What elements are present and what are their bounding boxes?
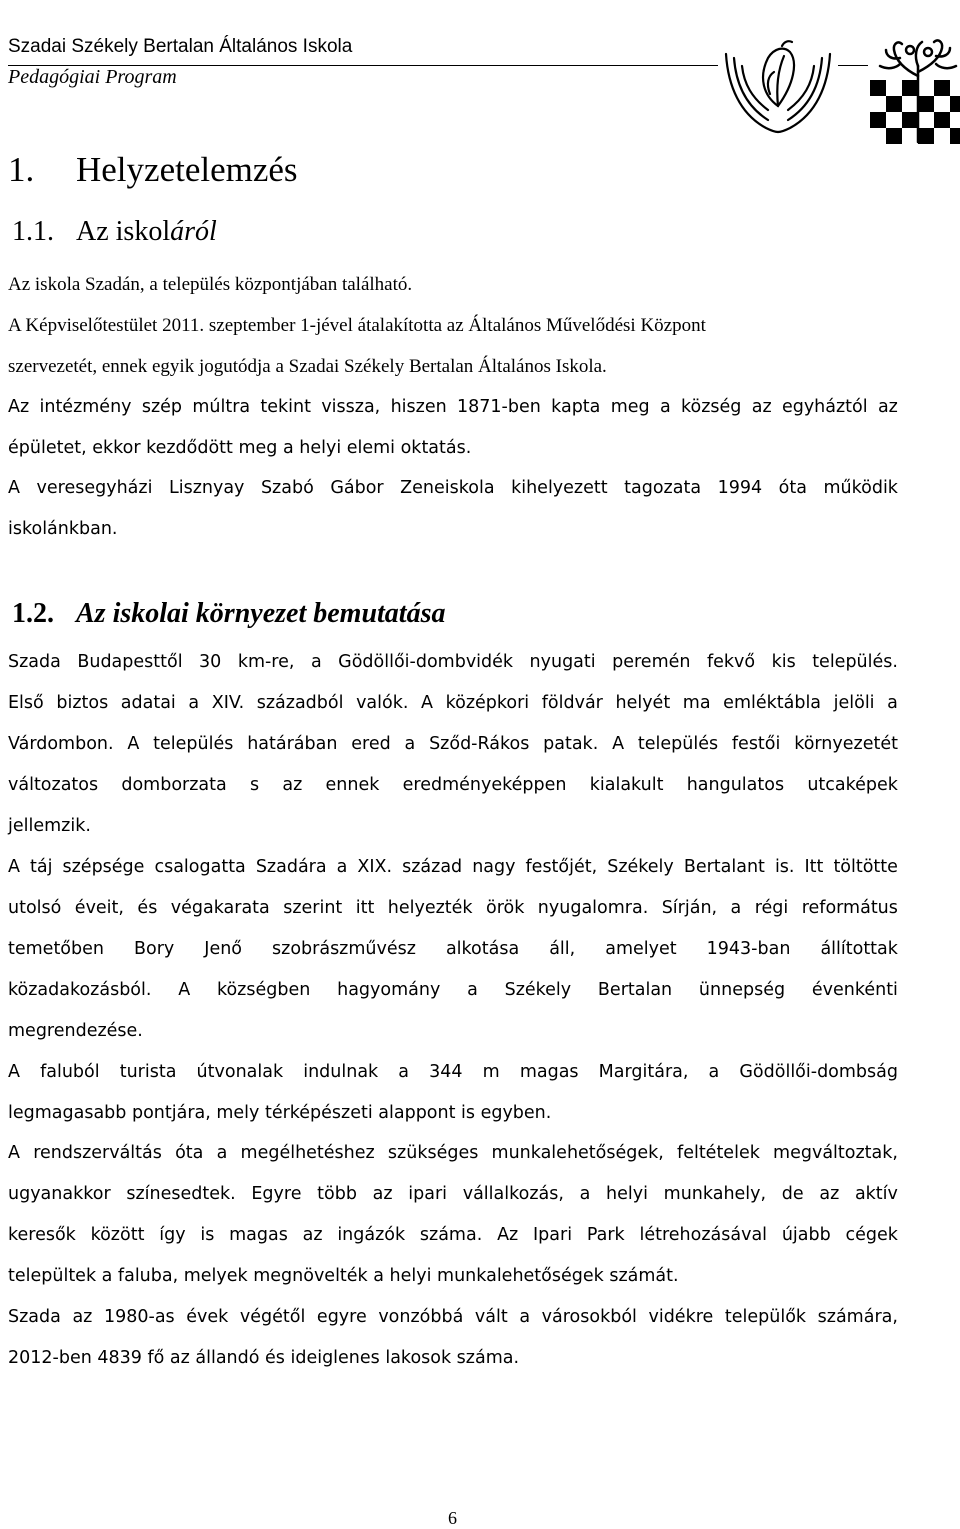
word: ipari	[408, 1184, 448, 1204]
word: vált	[474, 1307, 508, 1327]
word: óta	[778, 478, 807, 498]
word: vonzóbbá	[378, 1307, 464, 1327]
word: Zeneiskola	[400, 478, 495, 498]
hands-leaf-logo-icon	[718, 36, 838, 146]
word: ered	[351, 734, 391, 754]
word: települők	[724, 1307, 807, 1327]
word: magas	[519, 1062, 579, 1082]
word: megélhetéshez	[240, 1143, 375, 1163]
word: a	[188, 693, 200, 713]
word: az	[302, 1225, 323, 1245]
word: az	[819, 1184, 840, 1204]
text-line-justified	[8, 724, 898, 765]
word: vissza,	[321, 397, 381, 417]
paragraph	[8, 1133, 898, 1297]
word: számára,	[817, 1307, 898, 1327]
word: A	[421, 693, 434, 713]
text-line: jellemzik.	[8, 816, 91, 836]
word: vidékre	[648, 1307, 714, 1327]
document-title: Pedagógiai Program	[8, 66, 177, 88]
text-line-justified	[8, 1174, 898, 1215]
word: feltételek	[677, 1143, 760, 1163]
section-title: Helyzetelemzés	[76, 150, 298, 189]
word: szerint	[283, 898, 343, 918]
section-title-part: Az iskol	[76, 216, 171, 247]
word: községben	[216, 980, 311, 1000]
text-line-justified	[8, 847, 898, 888]
word: utcaképek	[807, 775, 898, 795]
word: 344	[429, 1062, 463, 1082]
word: is.	[774, 857, 795, 877]
word: múltra	[192, 397, 251, 417]
word: A	[127, 734, 140, 754]
word: Az	[8, 397, 30, 417]
text-line: épületet, ekkor kezdődött meg a helyi elemi oktatás.	[8, 438, 472, 458]
word: település.	[812, 652, 898, 672]
word: Budapesttől	[77, 652, 183, 672]
word: az	[877, 397, 898, 417]
word: földvár	[541, 693, 603, 713]
word: régi	[754, 898, 789, 918]
word: a	[336, 857, 348, 877]
text-line-justified	[8, 929, 898, 970]
word: m	[482, 1062, 500, 1082]
text-line: megrendezése.	[8, 1021, 143, 1041]
word: környezetét	[794, 734, 898, 754]
word: ma	[682, 693, 711, 713]
word: az	[72, 1307, 93, 1327]
word: állítottak	[820, 939, 898, 959]
word: 1871-ben	[457, 397, 541, 417]
word: szép	[141, 397, 183, 417]
word: Székely	[504, 980, 572, 1000]
word: Gödöllői-dombság	[739, 1062, 898, 1082]
section-heading-1-1	[12, 216, 217, 248]
header-rule-short	[838, 65, 868, 66]
word: domborzata	[121, 775, 227, 795]
word: Ipari	[533, 1225, 573, 1245]
word: A	[8, 1062, 20, 1082]
text-line-justified	[8, 1052, 898, 1093]
word: századból	[256, 693, 344, 713]
word: Jenő	[204, 939, 243, 959]
text-line-justified	[8, 1297, 898, 1338]
word: több	[317, 1184, 357, 1204]
word: ünnepség	[698, 980, 786, 1000]
word: közadakozásból.	[8, 980, 152, 1000]
word: kialakult	[589, 775, 664, 795]
word: 1994	[717, 478, 763, 498]
paragraph	[8, 264, 898, 305]
word: valók.	[356, 693, 409, 713]
word: a	[216, 1143, 228, 1163]
word: ugyanakkor	[8, 1184, 111, 1204]
word: patak.	[543, 734, 599, 754]
word: a	[398, 1062, 410, 1082]
word: színesedtek.	[126, 1184, 236, 1204]
word: létrehozásával	[639, 1225, 768, 1245]
text-line: települtek a faluba, melyek megnövelték a helyi munkalehetőségek számát.	[8, 1266, 679, 1286]
word: Bertalant	[683, 857, 765, 877]
text-line: Az iskola Szadán, a település központjában található.	[8, 274, 413, 295]
word: meg	[610, 397, 650, 417]
word: városokból	[541, 1307, 637, 1327]
word: évek	[186, 1307, 229, 1327]
word: Bory	[134, 939, 175, 959]
paragraph	[8, 847, 898, 1052]
word: Sírján,	[661, 898, 718, 918]
word: cégek	[845, 1225, 898, 1245]
word: ingázók	[337, 1225, 406, 1245]
word: hagyomány	[337, 980, 441, 1000]
word: végétől	[239, 1307, 306, 1327]
word: középkori	[445, 693, 530, 713]
word: és	[137, 898, 158, 918]
word: csalogatta	[154, 857, 246, 877]
word: intézmény	[39, 397, 132, 417]
text-line-justified	[8, 1215, 898, 1256]
word: Székely	[607, 857, 674, 877]
word: helyét	[615, 693, 671, 713]
word: száma.	[419, 1225, 483, 1245]
word: változatos	[8, 775, 99, 795]
word: kapta	[551, 397, 601, 417]
word: 1980-as	[103, 1307, 175, 1327]
word: munkahely,	[663, 1184, 767, 1204]
paragraph	[8, 642, 898, 847]
word: Lisznyay	[168, 478, 245, 498]
word: festőjét,	[525, 857, 598, 877]
word: század	[402, 857, 463, 877]
word: áll,	[549, 939, 576, 959]
word: a	[404, 734, 416, 754]
word: amelyet	[605, 939, 677, 959]
word: adatai	[120, 693, 176, 713]
word: nyugati	[529, 652, 596, 672]
word: a	[519, 1307, 531, 1327]
text-line-justified	[8, 468, 898, 509]
section-heading-1	[8, 150, 298, 190]
section-number: 1.2.	[12, 598, 54, 629]
word: temetőben	[8, 939, 104, 959]
text-line-justified	[8, 683, 898, 724]
word: tagozata	[624, 478, 702, 498]
word: szépsége	[62, 857, 145, 877]
word: végakarata	[170, 898, 270, 918]
word: utolsó	[8, 898, 62, 918]
word: biztos	[56, 693, 109, 713]
word: hiszen	[390, 397, 447, 417]
word: tekint	[260, 397, 311, 417]
word: veresegyházi	[36, 478, 153, 498]
word: határában	[247, 734, 338, 754]
paragraph	[8, 305, 898, 387]
word: peremén	[612, 652, 691, 672]
word: a	[730, 898, 742, 918]
word: töltötte	[833, 857, 898, 877]
word: Első	[8, 693, 44, 713]
word: eredményeképpen	[402, 775, 567, 795]
word: Szadára	[255, 857, 327, 877]
word: Egyre	[251, 1184, 302, 1204]
word: s	[249, 775, 260, 795]
word: Margitára,	[598, 1062, 689, 1082]
word: óta	[175, 1143, 204, 1163]
word: a	[310, 652, 322, 672]
word: Itt	[804, 857, 824, 877]
text-line-justified	[8, 888, 898, 929]
word: A	[8, 1143, 20, 1163]
word: Sződ-Rákos	[429, 734, 530, 754]
word: nagy	[472, 857, 516, 877]
word: vállalkozás,	[462, 1184, 564, 1204]
word: indulnak	[303, 1062, 379, 1082]
word: keresők	[8, 1225, 76, 1245]
word: a	[579, 1184, 591, 1204]
section-title-italic-part: áról	[170, 216, 217, 247]
word: XIX.	[357, 857, 393, 877]
word: az	[372, 1184, 393, 1204]
word: festői	[731, 734, 781, 754]
text-line-justified	[8, 387, 898, 428]
word: Az	[497, 1225, 519, 1245]
word: szobrászművész	[272, 939, 416, 959]
word: alkotása	[445, 939, 520, 959]
word: Park	[586, 1225, 625, 1245]
word: itt	[355, 898, 375, 918]
word: nyugalomra.	[537, 898, 649, 918]
text-line-justified	[8, 1133, 898, 1174]
section-number: 1.	[8, 150, 35, 189]
text-line: szervezetét, ennek egyik jogutódja a Szadai Székely Bertalan Általános Iskola.	[8, 356, 607, 377]
text-line-justified	[8, 642, 898, 683]
word: Gábor	[330, 478, 384, 498]
word: km-re,	[237, 652, 295, 672]
word: Bertalan	[597, 980, 673, 1000]
section-number: 1.1.	[12, 216, 54, 247]
word: megváltoztak,	[773, 1143, 898, 1163]
word: Várdombon.	[8, 734, 114, 754]
text-line: legmagasabb pontjára, mely térképészeti alappont is egyben.	[8, 1103, 552, 1123]
word: táj	[30, 857, 53, 877]
word: évenkénti	[811, 980, 898, 1000]
word: A	[612, 734, 625, 754]
word: jelöli	[833, 693, 875, 713]
word: hangulatos	[686, 775, 785, 795]
word: újabb	[781, 1225, 831, 1245]
word: éveit,	[74, 898, 124, 918]
word: emléktábla	[723, 693, 822, 713]
word: így	[159, 1225, 186, 1245]
word: A	[8, 478, 20, 498]
word: település	[637, 734, 719, 754]
word: kihelyezett	[511, 478, 608, 498]
word: turista	[119, 1062, 177, 1082]
word: örök	[486, 898, 525, 918]
paragraph	[8, 468, 898, 550]
word: működik	[823, 478, 898, 498]
paragraph	[8, 1297, 898, 1379]
section-heading-1-2	[12, 598, 445, 630]
word: Szada	[8, 1307, 61, 1327]
word: 1943-ban	[706, 939, 791, 959]
text-line: 2012-ben 4839 fő az állandó és ideiglenes lakosok száma.	[8, 1348, 520, 1368]
word: magas	[229, 1225, 288, 1245]
word: 30	[199, 652, 222, 672]
word: helyi	[606, 1184, 648, 1204]
word: település	[153, 734, 234, 754]
word: község	[681, 397, 742, 417]
word: a	[659, 397, 671, 417]
tree-chessboard-emblem-icon	[870, 36, 960, 146]
word: XIV.	[211, 693, 245, 713]
word: útvonalak	[196, 1062, 284, 1082]
word: egyháztól	[781, 397, 868, 417]
page-number: 6	[448, 1508, 457, 1528]
section-title: Az iskolai környezet bemutatása	[76, 598, 446, 629]
word: a	[467, 980, 478, 1000]
word: fekvő	[706, 652, 756, 672]
word: az	[751, 397, 772, 417]
word: az	[282, 775, 303, 795]
word: rendszerváltás	[33, 1143, 162, 1163]
word: között	[90, 1225, 145, 1245]
word: Szabó	[260, 478, 314, 498]
text-line-justified	[8, 765, 898, 806]
word: A	[8, 857, 20, 877]
word: A	[178, 980, 191, 1000]
word: ennek	[325, 775, 380, 795]
school-name: Szadai Székely Bertalan Általános Iskola	[8, 36, 353, 57]
text-line: iskolánkban.	[8, 519, 118, 539]
word: de	[781, 1184, 804, 1204]
word: Szada	[8, 652, 61, 672]
word: kis	[771, 652, 796, 672]
word: szükséges	[387, 1143, 479, 1163]
word: is	[200, 1225, 215, 1245]
word: a	[708, 1062, 720, 1082]
paragraph	[8, 1052, 898, 1134]
word: faluból	[40, 1062, 100, 1082]
word: munkalehetőségek,	[491, 1143, 664, 1163]
word: a	[887, 693, 898, 713]
paragraph	[8, 387, 898, 469]
word: református	[801, 898, 898, 918]
word: Gödöllői-dombvidék	[338, 652, 514, 672]
word: egyre	[316, 1307, 367, 1327]
text-line-justified	[8, 970, 898, 1011]
word: helyezték	[387, 898, 473, 918]
text-line: A Képviselőtestület 2011. szeptember 1-jével átalakította az Általános Művelődési Központ	[8, 315, 706, 336]
word: aktív	[854, 1184, 898, 1204]
